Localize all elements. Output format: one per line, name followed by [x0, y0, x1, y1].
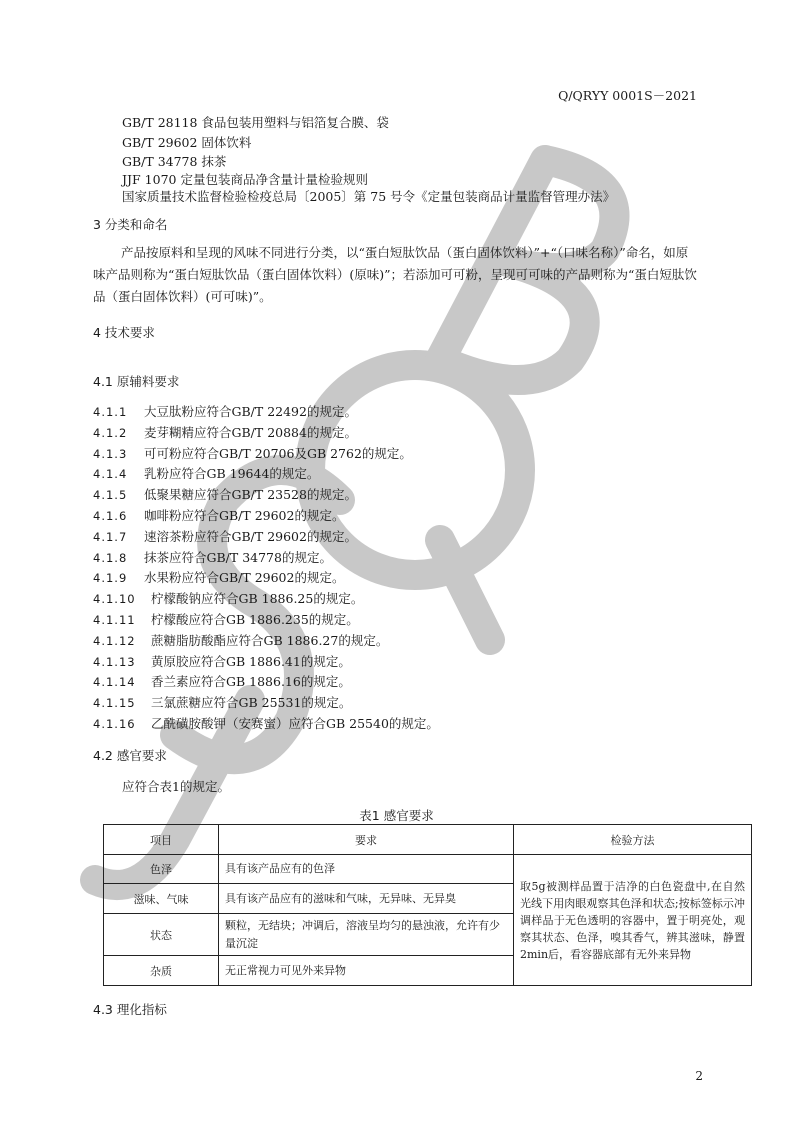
- section-3-paragraph: 产品按原料和呈现的风味不同进行分类，以“蛋白短肽饮品（蛋白固体饮料）”+“（口味名称）”命名，如原味产品则称为“蛋白短肽饮品（蛋白固体饮料）(原味)”；若添加可可粉，呈现可可味的产品则称为“蛋白短肽饮品（蛋白固体饮料）(可可味)”。: [93, 245, 697, 304]
- list-item: 4.1.4 乳粉应符合GB 19644的规定。: [93, 466, 320, 481]
- section-4-1-heading: 4.1 原辅料要求: [93, 374, 180, 389]
- list-item: 4.1.12 蔗糖脂肪酸酯应符合GB 1886.27的规定。: [93, 633, 389, 648]
- list-item: 4.1.8 抹茶应符合GB/T 34778的规定。: [93, 550, 332, 565]
- list-item: 4.1.14 香兰素应符合GB 1886.16的规定。: [93, 674, 351, 689]
- table-row: [104, 855, 752, 884]
- sensory-table: [103, 824, 752, 986]
- table-cell-item: 滋味、气味: [104, 884, 219, 914]
- reference-line: GB/T 34778 抹茶: [122, 154, 227, 169]
- reference-line: GB/T 29602 固体饮料: [122, 135, 252, 150]
- table-cell-requirement: 颗粒，无结块；冲调后，溶液呈均匀的悬浊液，允许有少量沉淀: [219, 914, 514, 956]
- list-item: 4.1.6 咖啡粉应符合GB/T 29602的规定。: [93, 508, 345, 523]
- list-item: 4.1.16 乙酰磺胺酸钾（安赛蜜）应符合GB 25540的规定。: [93, 716, 439, 731]
- list-item: 4.1.2 麦芽糊精应符合GB/T 20884的规定。: [93, 425, 357, 440]
- list-item: 4.1.13 黄原胶应符合GB 1886.41的规定。: [93, 654, 351, 669]
- section-4-3-heading: 4.3 理化指标: [93, 1002, 167, 1017]
- table-cell-requirement: 具有该产品应有的色泽: [219, 855, 514, 884]
- list-item: 4.1.9 水果粉应符合GB/T 29602的规定。: [93, 570, 345, 585]
- reference-line: JJF 1070 定量包装商品净含量计量检验规则: [122, 172, 368, 187]
- table-cell-requirement: 具有该产品应有的滋味和气味，无异味、无异臭: [219, 884, 514, 914]
- table-header-cell: 检验方法: [514, 825, 752, 855]
- list-item: 4.1.3 可可粉应符合GB/T 20706及GB 2762的规定。: [93, 446, 412, 461]
- section-4-2-text: 应符合表1的规定。: [122, 779, 230, 794]
- reference-line: 国家质量技术监督检验检疫总局〔2005〕第 75 号令《定量包装商品计量监督管理办法》: [122, 189, 616, 204]
- table-header-cell: 项目: [104, 825, 219, 855]
- section-3-heading: 3 分类和命名: [93, 217, 168, 232]
- list-item: 4.1.11 柠檬酸应符合GB 1886.235的规定。: [93, 612, 359, 627]
- table-cell-requirement: 无正常视力可见外来异物: [219, 956, 514, 986]
- table-cell-item: 状态: [104, 914, 219, 956]
- table-title: 表1 感官要求: [359, 808, 434, 823]
- list-item: 4.1.15 三氯蔗糖应符合GB 25531的规定。: [93, 695, 352, 710]
- section-4-2-heading: 4.2 感官要求: [93, 748, 167, 763]
- table-cell-item: 杂质: [104, 956, 219, 986]
- table-cell-item: 色泽: [104, 855, 219, 884]
- table-header-cell: 要求: [219, 825, 514, 855]
- section-4-heading: 4 技术要求: [93, 325, 155, 340]
- list-item: 4.1.7 速溶茶粉应符合GB/T 29602的规定。: [93, 529, 357, 544]
- reference-line: GB/T 28118 食品包装用塑料与铝箔复合膜、袋: [122, 115, 389, 130]
- table-cell-method: 取5g被测样品置于洁净的白色瓷盘中,在自然光线下用肉眼观察其色泽和状态;按标签标示冲调样品于无色透明的容器中，置于明亮处，观察其状态、色泽，嗅其香气，辨其滋味，静置2min后，看容器底部有无外来异物: [514, 855, 752, 986]
- list-item: 4.1.1 大豆肽粉应符合GB/T 22492的规定。: [93, 404, 357, 419]
- standard-code: Q/QRYY 0001S－2021: [558, 88, 697, 103]
- page-number: 2: [695, 1069, 703, 1083]
- list-item: 4.1.5 低聚果糖应符合GB/T 23528的规定。: [93, 487, 357, 502]
- list-item: 4.1.10 柠檬酸钠应符合GB 1886.25的规定。: [93, 591, 364, 606]
- table-header-row: [104, 825, 752, 855]
